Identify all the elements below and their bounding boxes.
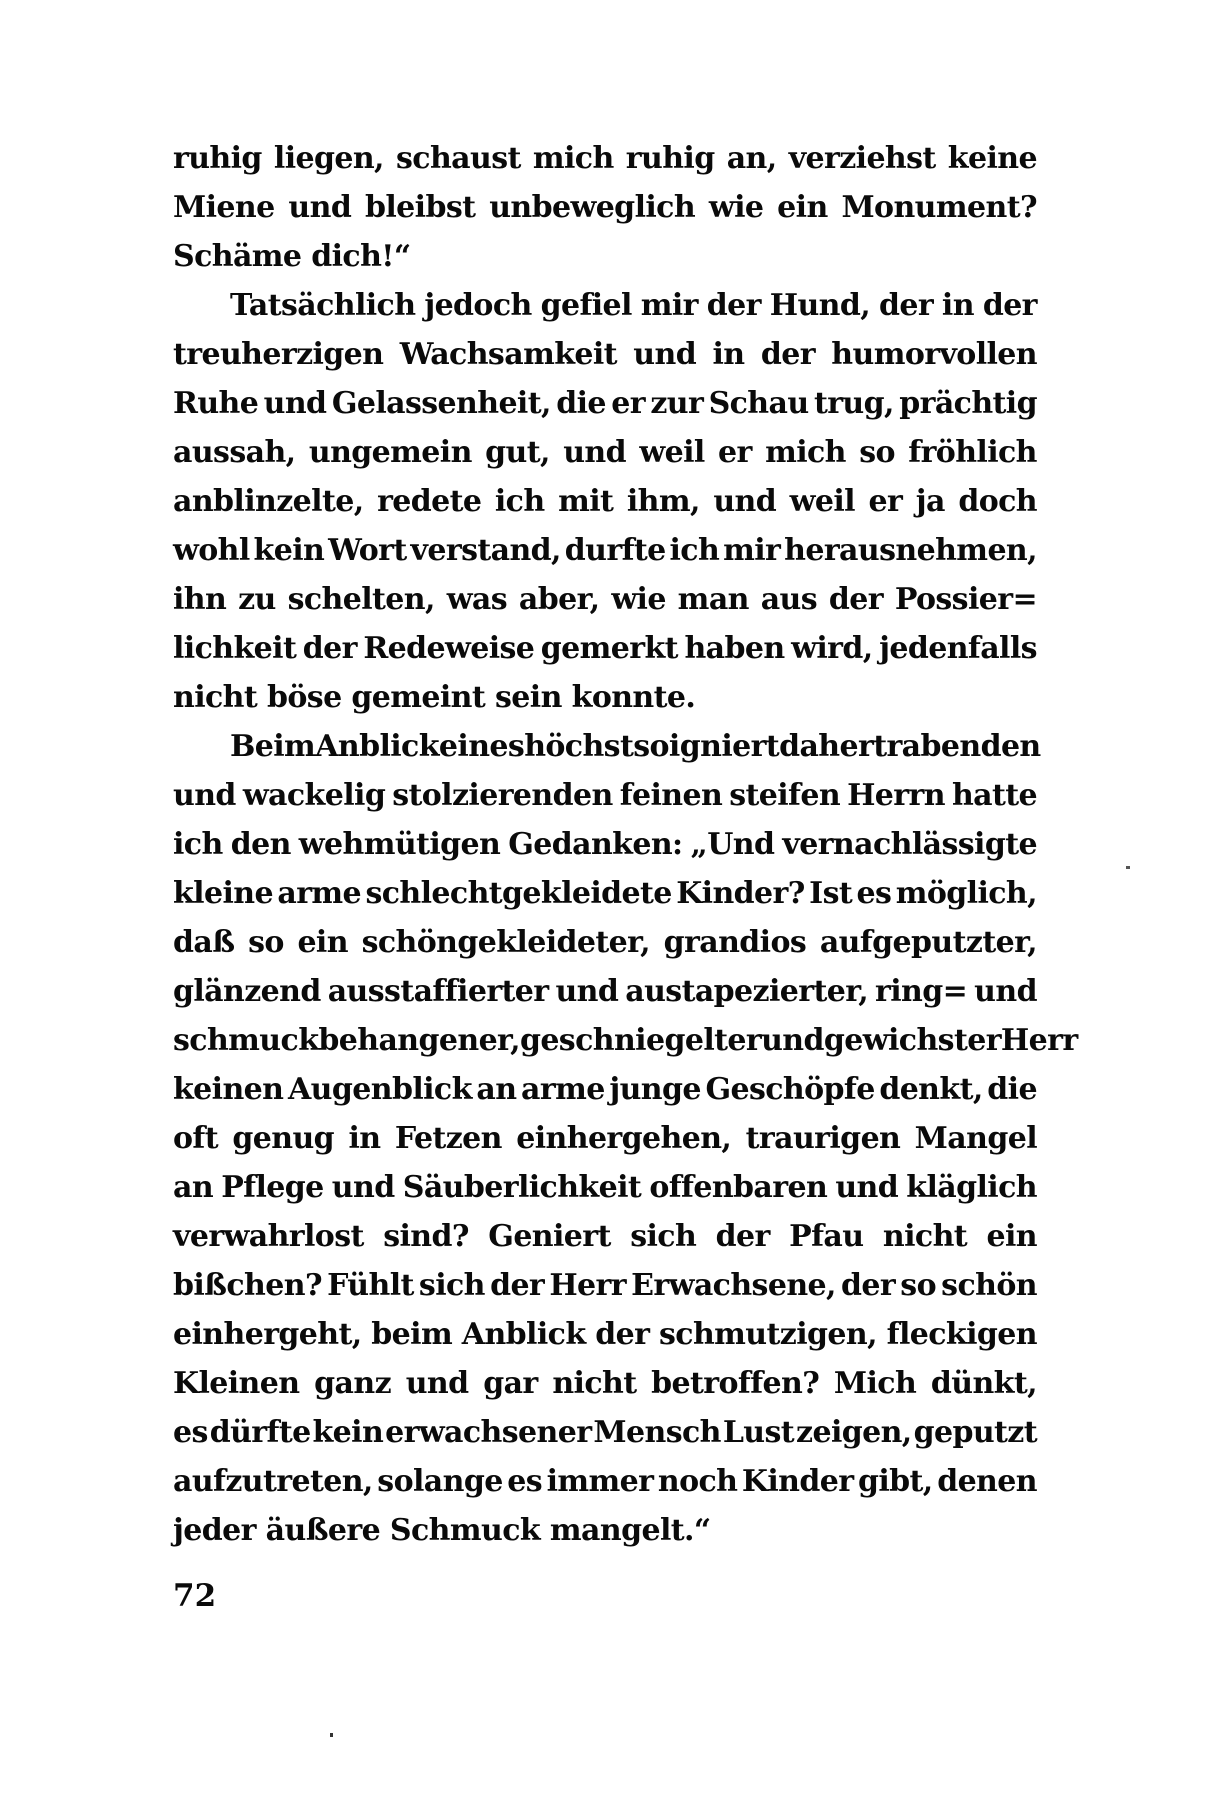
- word: ich: [494, 484, 545, 519]
- word: kläglich: [906, 1170, 1037, 1205]
- word: Beim: [230, 729, 316, 764]
- word: ihm,: [626, 484, 700, 519]
- word: jedenfalls: [879, 631, 1037, 666]
- word: es: [173, 1415, 208, 1450]
- word: aber,: [518, 582, 600, 617]
- word: zeigen,: [796, 1415, 912, 1450]
- word: immer: [546, 1464, 654, 1499]
- word: Miene: [173, 190, 275, 225]
- word: kleine: [173, 876, 273, 911]
- text-line: [173, 281, 1037, 330]
- word: genug: [232, 1121, 335, 1156]
- word: geschniegelter: [519, 1023, 762, 1058]
- word: und: [405, 1366, 469, 1401]
- word: einhergeht,: [173, 1317, 362, 1352]
- word: eines: [438, 729, 525, 764]
- text-line: [173, 1212, 1037, 1261]
- word: aussah,: [173, 435, 296, 470]
- word: traurigen: [745, 1121, 901, 1156]
- word: Fühlt: [327, 1268, 414, 1303]
- word: in: [348, 1121, 381, 1156]
- word: er: [718, 435, 752, 470]
- word: weil: [789, 484, 855, 519]
- word: soigniert: [633, 729, 780, 764]
- text-line: [173, 1408, 1037, 1457]
- word: redete: [377, 484, 482, 519]
- word: an: [173, 1170, 214, 1205]
- word: ungemein: [308, 435, 472, 470]
- text-line: [173, 526, 1037, 575]
- word: ein: [297, 925, 348, 960]
- word: herausnehmen,: [784, 533, 1037, 568]
- word: der: [490, 1268, 545, 1303]
- word: möglich,: [895, 876, 1037, 911]
- word: und: [331, 1170, 395, 1205]
- word: der: [841, 1268, 896, 1303]
- text-line: [173, 1163, 1037, 1212]
- text-line: [173, 1114, 1037, 1163]
- word: ruhig: [173, 141, 262, 176]
- word: mich: [765, 435, 846, 470]
- word: Lust: [722, 1415, 795, 1450]
- word: so: [900, 1268, 936, 1303]
- word: Possier=: [894, 582, 1037, 617]
- word: durfte: [564, 533, 666, 568]
- word: in: [941, 288, 974, 323]
- word: wie: [611, 582, 666, 617]
- word: gewichster: [823, 1023, 1001, 1058]
- word: und: [835, 1170, 899, 1205]
- word: schlechtgekleidete: [365, 876, 672, 911]
- word: der: [302, 631, 357, 666]
- word: er: [611, 386, 645, 421]
- word: treuherzigen: [173, 337, 384, 372]
- word: und: [173, 778, 236, 813]
- ink-speck: [330, 1733, 333, 1737]
- word: Herrn: [847, 778, 945, 813]
- word: und: [633, 337, 697, 372]
- word: verwahrlost: [173, 1219, 364, 1254]
- word: daß: [173, 925, 235, 960]
- word: so: [859, 435, 895, 470]
- word: arme: [277, 876, 362, 911]
- text-line: [173, 967, 1037, 1016]
- word: noch: [657, 1464, 738, 1499]
- word: zu: [238, 582, 276, 617]
- word: der: [760, 337, 815, 372]
- word: ich: [669, 533, 720, 568]
- word: keinen: [173, 1072, 284, 1107]
- word: und: [761, 1023, 824, 1058]
- word: junge: [609, 1072, 701, 1107]
- word: Anblick: [315, 729, 439, 764]
- word: denkt,: [879, 1072, 983, 1107]
- word: keine: [947, 141, 1037, 176]
- word: ein: [986, 1219, 1037, 1254]
- word: gut,: [485, 435, 550, 470]
- word: wird,: [791, 631, 873, 666]
- word: anblinzelte,: [173, 484, 364, 519]
- word: humorvollen: [831, 337, 1037, 372]
- word: weil: [639, 435, 705, 470]
- word: austapezierter,: [625, 974, 869, 1009]
- word: schön: [941, 1268, 1037, 1303]
- word: schöngekleideter,: [361, 925, 650, 960]
- word: Anblick: [461, 1317, 586, 1352]
- word: gemerkt: [540, 631, 678, 666]
- word: dünkt,: [930, 1366, 1037, 1401]
- word: an,: [726, 141, 777, 176]
- word: stolzierenden: [392, 778, 613, 813]
- word: fleckigen: [886, 1317, 1037, 1352]
- word: Pfau: [789, 1219, 864, 1254]
- word: ganz: [314, 1366, 392, 1401]
- word: nicht: [882, 1219, 968, 1254]
- word: offenbaren: [649, 1170, 828, 1205]
- word: aufzutreten,: [173, 1464, 373, 1499]
- word: kein: [312, 1415, 384, 1450]
- word: Gedanken:: [508, 827, 683, 862]
- text-line: [173, 1016, 1078, 1065]
- word: aufgeputzter,: [819, 925, 1037, 960]
- word: Wort: [328, 533, 407, 568]
- word: die: [556, 386, 606, 421]
- text-block: [173, 134, 1078, 1555]
- word: wehmütigen: [298, 827, 501, 862]
- word: doch: [958, 484, 1037, 519]
- word: es: [856, 876, 892, 911]
- text-line: [173, 624, 1037, 673]
- word: unbeweglich: [489, 190, 696, 225]
- word: wie: [708, 190, 764, 225]
- text-line: [173, 428, 1037, 477]
- word: fröhlich: [908, 435, 1037, 470]
- word: und: [555, 974, 619, 1009]
- text-line: [173, 918, 1037, 967]
- word: gar: [483, 1366, 538, 1401]
- word: Kleinen: [173, 1366, 300, 1401]
- word: und: [263, 386, 327, 421]
- word: arme: [521, 1072, 605, 1107]
- text-line: nicht böse gemeint sein konnte.: [173, 680, 696, 715]
- text-line: [173, 575, 1037, 624]
- word: gefiel: [540, 288, 632, 323]
- word: Geniert: [488, 1219, 611, 1254]
- word: der: [878, 288, 934, 323]
- word: mir: [640, 288, 698, 323]
- word: zur: [650, 386, 704, 421]
- word: der: [982, 288, 1037, 323]
- word: Säuberlichkeit: [402, 1170, 642, 1205]
- word: der: [706, 288, 761, 323]
- word: ruhig: [625, 141, 715, 176]
- word: beim: [371, 1317, 453, 1352]
- word: den: [230, 827, 291, 862]
- word: Fetzen: [394, 1121, 502, 1156]
- text-line: [173, 869, 1037, 918]
- text-line: [173, 1310, 1037, 1359]
- word: mir: [723, 533, 781, 568]
- word: einhergehen,: [516, 1121, 732, 1156]
- word: schmutzigen,: [659, 1317, 877, 1352]
- word: denen: [937, 1464, 1037, 1499]
- word: sind?: [383, 1219, 469, 1254]
- word: prächtig: [899, 386, 1037, 421]
- word: an: [476, 1072, 517, 1107]
- word: ich: [173, 827, 223, 862]
- word: bleibst: [365, 190, 476, 225]
- word: bißchen?: [173, 1268, 322, 1303]
- word: liegen,: [273, 141, 384, 176]
- word: so: [248, 925, 284, 960]
- word: es: [507, 1464, 543, 1499]
- word: sich: [418, 1268, 485, 1303]
- word: kein: [253, 533, 325, 568]
- word: Pflege: [221, 1170, 324, 1205]
- word: und: [563, 435, 627, 470]
- text-line: jeder äußere Schmuck mangelt.“: [173, 1513, 711, 1548]
- text-line: [173, 330, 1037, 379]
- word: Ruhe: [173, 386, 259, 421]
- word: grandios: [663, 925, 807, 960]
- word: Mangel: [914, 1121, 1037, 1156]
- word: „Und: [690, 827, 775, 862]
- word: was: [446, 582, 508, 617]
- text-line: [173, 820, 1037, 869]
- word: Geschöpfe: [705, 1072, 875, 1107]
- word: nicht: [552, 1366, 637, 1401]
- word: Gelassenheit,: [331, 386, 551, 421]
- word: er: [868, 484, 903, 519]
- word: steifen: [729, 778, 841, 813]
- ink-speck: [1126, 866, 1130, 869]
- word: jedoch: [424, 288, 532, 323]
- word: wohl: [173, 533, 250, 568]
- word: aus: [760, 582, 818, 617]
- word: Redeweise: [363, 631, 535, 666]
- word: Tatsächlich: [230, 288, 416, 323]
- word: mich: [532, 141, 614, 176]
- word: glänzend: [173, 974, 321, 1009]
- word: erwachsener: [385, 1415, 592, 1450]
- word: Monument?: [841, 190, 1037, 225]
- word: betroffen?: [651, 1366, 820, 1401]
- text-line: [173, 1261, 1037, 1310]
- word: wackelig: [242, 778, 386, 813]
- word: Erwachsene,: [631, 1268, 836, 1303]
- text-line: [173, 1065, 1037, 1114]
- word: hatte: [951, 778, 1037, 813]
- word: der: [828, 582, 883, 617]
- word: der: [715, 1219, 770, 1254]
- word: die: [987, 1072, 1037, 1107]
- word: haben: [684, 631, 785, 666]
- word: ein: [777, 190, 828, 225]
- word: schaust: [396, 141, 521, 176]
- word: oft: [173, 1121, 218, 1156]
- word: schelten,: [287, 582, 435, 617]
- word: sich: [630, 1219, 697, 1254]
- word: mit: [558, 484, 614, 519]
- word: ihn: [173, 582, 227, 617]
- word: der: [595, 1317, 650, 1352]
- word: Kinder?: [676, 876, 805, 911]
- word: vernachlässigte: [782, 827, 1037, 862]
- word: und: [974, 974, 1037, 1009]
- word: Kinder: [741, 1464, 854, 1499]
- word: gibt,: [858, 1464, 933, 1499]
- word: Hund,: [769, 288, 871, 323]
- word: trug,: [813, 386, 894, 421]
- word: höchst: [524, 729, 634, 764]
- word: verstand,: [410, 533, 561, 568]
- word: Ist: [809, 876, 853, 911]
- word: in: [712, 337, 745, 372]
- word: lichkeit: [173, 631, 297, 666]
- word: ring=: [875, 974, 968, 1009]
- text-line: [173, 771, 1037, 820]
- text-line: [173, 722, 1041, 771]
- text-line: [173, 379, 1037, 428]
- page-number: 72: [173, 1578, 217, 1614]
- word: Herr: [549, 1268, 626, 1303]
- word: solange: [377, 1464, 503, 1499]
- text-line: [173, 477, 1037, 526]
- text-line: [173, 183, 1037, 232]
- text-line: [173, 134, 1037, 183]
- word: Schau: [708, 386, 809, 421]
- word: Mensch: [593, 1415, 721, 1450]
- word: feinen: [619, 778, 723, 813]
- word: schmuckbehangener,: [173, 1023, 520, 1058]
- text-line: [173, 1457, 1037, 1506]
- word: dahertrabenden: [779, 729, 1041, 764]
- word: Mich: [833, 1366, 917, 1401]
- word: dürfte: [209, 1415, 311, 1450]
- word: und: [288, 190, 352, 225]
- text-line: [173, 1359, 1037, 1408]
- word: verziehst: [788, 141, 936, 176]
- word: ausstaffierter: [327, 974, 549, 1009]
- word: Herr: [1000, 1023, 1078, 1058]
- word: und: [713, 484, 777, 519]
- word: geputzt: [913, 1415, 1037, 1450]
- text-line: Schäme dich!“: [173, 239, 411, 274]
- word: man: [677, 582, 749, 617]
- word: ja: [915, 484, 945, 519]
- word: Wachsamkeit: [399, 337, 617, 372]
- word: Augenblick: [287, 1072, 472, 1107]
